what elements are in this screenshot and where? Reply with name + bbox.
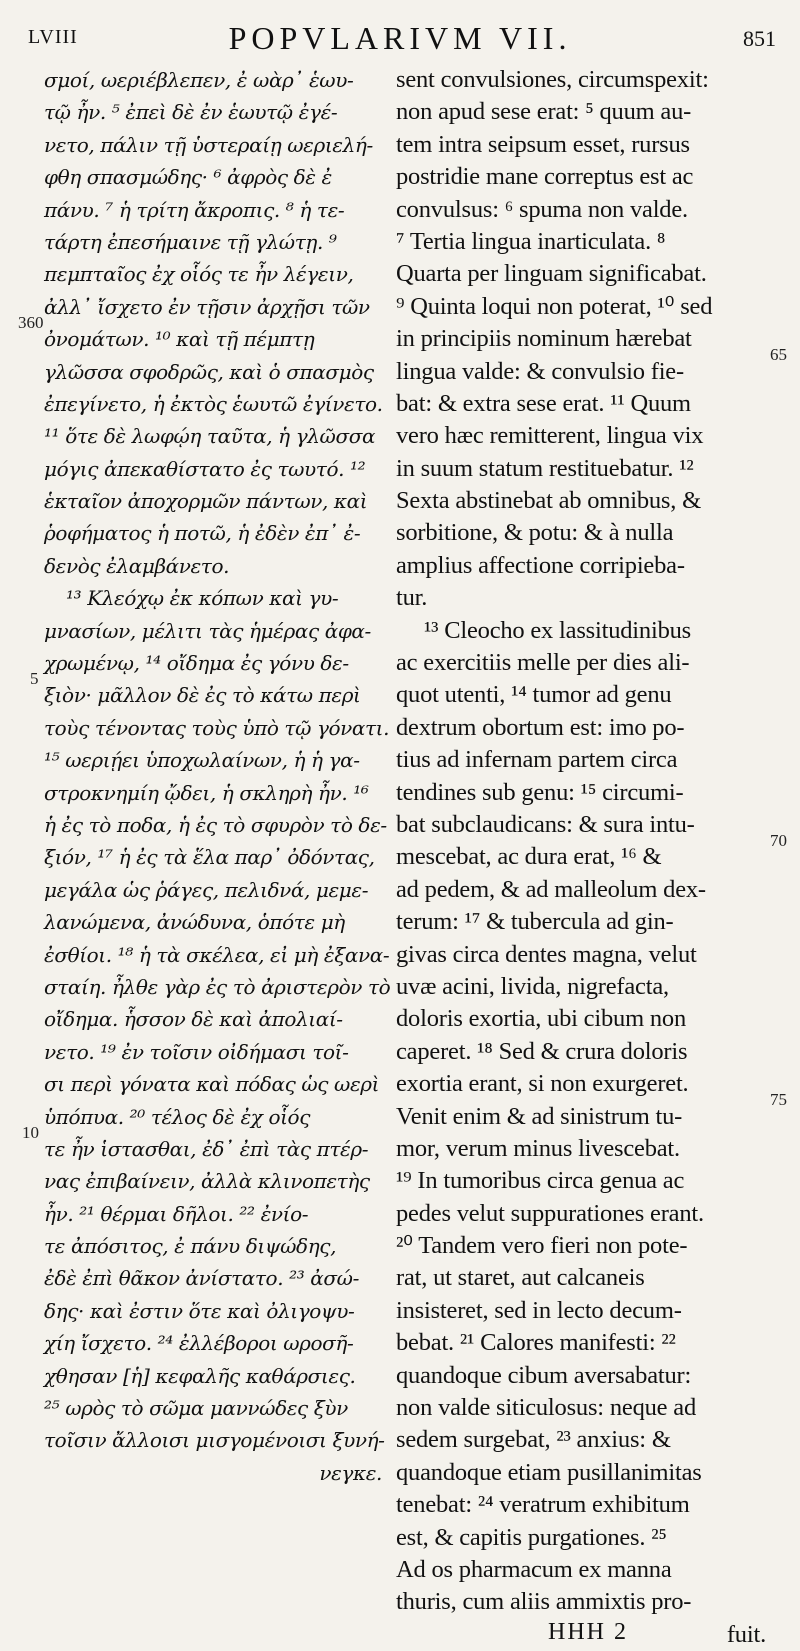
greek-text-line: χθησαν [ἡ] κεφαλῆς καθάρσιες. — [44, 1363, 356, 1388]
latin-text-line: bebat. ²¹ Calores manifesti: ²² — [396, 1329, 676, 1357]
latin-text-line: quandoque etiam pusillanimitas — [396, 1458, 702, 1486]
latin-text-line: in principiis nominum hærebat — [396, 325, 692, 353]
latin-text-line: ad pedem, & ad malleolum dex- — [396, 875, 706, 903]
greek-text-line: ²⁵ ωρὸς τὸ σῶμα μαννώδες ξὺν — [44, 1396, 348, 1421]
greek-text-column — [44, 64, 392, 1489]
header-left-page-label: LVIII — [28, 26, 78, 48]
latin-text-line: dextrum obortum est: imo po- — [396, 713, 685, 741]
latin-text-line: Venit enim & ad sinistrum tu- — [396, 1102, 683, 1130]
greek-text-line: ἀλλ᾽ ἴσχετο ἐν τῇσιν ἀρχῇσι τῶν — [44, 294, 370, 319]
greek-text-line: χίη ἴσχετο. ²⁴ ἐλλέβοροι ωροσῆ- — [44, 1331, 354, 1356]
greek-text-line: ὑπόπυα. ²⁰ τέλος δὲ ἐχ οἷός — [44, 1104, 310, 1129]
greek-text-line: νετο. ¹⁹ ἐν τοῖσιν οἰδήμασι τοῖ- — [44, 1039, 349, 1064]
greek-text-line: μνασίων, μέλιτι τὰς ἡμέρας ἀφα- — [44, 618, 371, 643]
latin-text-line: terum: ¹⁷ & tubercula ad gin- — [396, 908, 674, 936]
greek-text-line: ἐπεγίνετο, ἡ ἐκτὸς ἑωυτῶ ἐγίνετο. — [44, 391, 383, 416]
margin-line-number: 70 — [770, 831, 787, 850]
latin-text-line: tenebat: ²⁴ veratrum exhibitum — [396, 1491, 690, 1519]
latin-text-line: rat, ut staret, aut calcaneis — [396, 1264, 645, 1292]
greek-text-line: δενὸς ἐλαμβάνετο. — [44, 553, 230, 578]
latin-text-line: Ad os pharmacum ex manna — [396, 1555, 672, 1583]
latin-text-line: uvæ acini, livida, nigrefacta, — [396, 972, 669, 1000]
greek-text-line: ἡ ἐς τὸ ποδα, ἡ ἐς τὸ σφυρὸν τὸ δε- — [44, 812, 387, 837]
latin-text-line: sent convulsiones, circumspexit: — [396, 66, 709, 93]
latin-text-line: quandoque cibum aversabatur: — [396, 1361, 692, 1389]
greek-text-line: μεγάλα ὡς ῥάγες, πελιδνά, μεμε- — [44, 877, 369, 902]
greek-text-line: χρωμένῳ, ¹⁴ οἴδημα ἐς γόνυ δε- — [44, 651, 349, 676]
greek-text-line: πάνυ. ⁷ ἡ τρίτη ἄκροπις. ⁸ ἡ τε- — [44, 197, 345, 222]
header-title: POPVLARIVM VII. — [228, 20, 572, 56]
latin-text-line: ¹³ Cleocho ex lassitudinibus — [424, 616, 691, 644]
greek-text-line: τῷ ἦν. ⁵ ἐπεὶ δὲ ἐν ἑωυτῷ ἐγέ- — [44, 100, 338, 125]
greek-text-line: λανώμενα, ἀνώδυνα, ὁπότε μὴ — [44, 910, 345, 935]
latin-text-line: amplius affectione corripieba- — [396, 551, 685, 579]
greek-text-line: ἐδὲ ἐπὶ θᾶκον ἀνίστατο. ²³ ἀσώ- — [44, 1266, 359, 1291]
greek-text-line: τε ἀπόσιτος, ἐ πάνυ διψώδης, — [44, 1234, 337, 1259]
greek-text-line: νετο, πάλιν τῇ ὑστεραίῃ ωεριελή- — [44, 132, 373, 157]
latin-text-line: vero hæc remitterent, lingua vix — [396, 422, 704, 450]
latin-text-line: mescebat, ac dura erat, ¹⁶ & — [396, 843, 662, 871]
latin-text-line: caperet. ¹⁸ Sed & crura doloris — [396, 1037, 688, 1065]
running-header — [0, 18, 800, 64]
latin-text-line: convulsus: ⁶ spuma non valde. — [396, 195, 688, 223]
greek-text-line: ξιόν, ¹⁷ ἡ ἐς τὰ ἕλα παρ᾽ ὀδόντας, — [44, 845, 375, 870]
greek-text-line: νας ἐπιβαίνειν, ἀλλὰ κλινοπετὴς — [44, 1169, 370, 1194]
greek-text-line: δης· καὶ ἐστιν ὅτε καὶ ὀλιγοψυ- — [44, 1298, 355, 1323]
greek-text-line: σταίη. ἦλθε γὰρ ἐς τὸ ἀριστερὸν τὸ — [44, 974, 391, 999]
latin-text-column — [396, 64, 768, 1651]
greek-text-line: σι περὶ γόνατα καὶ πόδας ὡς ωερὶ — [44, 1072, 380, 1097]
latin-text-line: quot utenti, ¹⁴ tumor ad genu — [396, 681, 672, 709]
greek-text-line: ¹⁵ ωεριῄει ὑποχωλαίνων, ἡ ἡ γα- — [44, 748, 360, 773]
latin-text-line: bat: & extra sese erat. ¹¹ Quum — [396, 389, 691, 417]
latin-text-line: tendines sub genu: ¹⁵ circumi- — [396, 778, 684, 806]
greek-text-line: τοῖσιν ἄλλοισι μισγομένοισι ξυνή- — [44, 1428, 385, 1453]
latin-text-line: tius ad infernam partem circa — [396, 746, 678, 774]
margin-line-number: 360 — [18, 313, 44, 332]
latin-text-line: non valde siticulosus: neque ad — [396, 1394, 696, 1422]
greek-text-line: φθη σπασμώδης· ⁶ ἀφρὸς δὲ ἐ — [44, 165, 332, 190]
latin-text-line: ⁷ Tertia lingua inarticulata. ⁸ — [396, 227, 666, 255]
latin-text-line: Quarta per linguam significabat. — [396, 260, 707, 288]
latin-text-line: tem intra seipsum esset, rursus — [396, 130, 690, 158]
greek-text-line: τοὺς τένοντας τοὺς ὑπὸ τῷ γόνατι. — [44, 715, 390, 740]
latin-text-line: pedes velut suppurationes erant. — [396, 1199, 704, 1227]
latin-text-line: ²⁰ Tandem vero fieri non pote- — [396, 1232, 688, 1260]
latin-text-line: exortia erant, si non exurgeret. — [396, 1070, 689, 1098]
greek-text-line: τε ἦν ἱστασθαι, ἐδ᾽ ἐπὶ τὰς πτέρ- — [44, 1136, 369, 1161]
greek-text-line: ῥοφήματος ἡ ποτῶ, ἡ ἐδὲν ἐπ᾽ ἐ- — [44, 521, 361, 546]
greek-text-line: ἦν. ²¹ θέρμαι δῆλοι. ²² ἐνίο- — [44, 1201, 309, 1226]
latin-text-line: postridie mane correptus est ac — [396, 163, 694, 191]
latin-text-line: doloris exortia, ubi cibum non — [396, 1005, 686, 1033]
greek-text-line: πεμπταῖος ἐχ οἷός τε ἦν λέγειν, — [44, 262, 354, 287]
latin-text-line: insisteret, sed in lecto decum- — [396, 1296, 682, 1324]
greek-text-line: μόγις ἀπεκαθίστατο ἐς τωυτό. ¹² — [44, 456, 366, 481]
margin-line-number: 10 — [22, 1123, 39, 1142]
margin-line-number: 75 — [770, 1090, 787, 1109]
signature-mark: HHH 2 — [548, 1619, 628, 1646]
latin-text-line: bat subclaudicans: & sura intu- — [396, 810, 695, 838]
latin-text-line: ac exercitiis melle per dies ali- — [396, 649, 690, 677]
latin-text-line: tur. — [396, 584, 428, 612]
latin-text-line: ⁹ Quinta loqui non poterat, ¹⁰ sed — [396, 292, 713, 320]
greek-text-line: ὀνομάτων. ¹⁰ καὶ τῇ πέμπτῃ — [44, 327, 315, 352]
latin-text-line: Sexta abstinebat ab omnibus, & — [396, 487, 701, 515]
greek-text-line: ¹¹ ὅτε δὲ λωφῴη ταῦτα, ἡ γλῶσσα — [44, 424, 376, 449]
greek-text-line: τάρτη ἐπεσήμαινε τῇ γλώτῃ. ⁹ — [44, 229, 337, 254]
latin-text-line: sorbitione, & potu: & à nulla — [396, 519, 674, 547]
margin-line-number: 5 — [30, 669, 39, 688]
latin-text-line: est, & capitis purgationes. ²⁵ — [396, 1523, 667, 1551]
greek-text-line: νεγκε. — [319, 1460, 382, 1485]
greek-text-line: στροκνημίη ᾤδει, ἡ σκληρὴ ἦν. ¹⁶ — [44, 780, 369, 805]
header-page-number: 851 — [743, 26, 776, 51]
margin-line-number: 65 — [770, 345, 787, 364]
greek-text-line: ξιὸν· μᾶλλον δὲ ἐς τὸ κάτω περὶ — [44, 683, 361, 708]
greek-text-line: οἴδημα. ἧσσον δὲ καὶ ἀπολιαί- — [44, 1007, 343, 1032]
latin-text-line: lingua valde: & convulsio fie- — [396, 357, 684, 385]
latin-text-line: thuris, cum aliis ammixtis pro- — [396, 1588, 692, 1616]
latin-text-line: non apud sese erat: ⁵ quum au- — [396, 98, 692, 126]
greek-text-line: ¹³ Κλεόχῳ ἐκ κόπων καὶ γυ- — [66, 586, 339, 611]
latin-text-line: mor, verum minus livescebat. — [396, 1134, 680, 1162]
greek-text-line: ἐσθίοι. ¹⁸ ἡ τὰ σκέλεα, εἰ μὴ ἐξανα- — [44, 942, 390, 967]
latin-text-line: fuit. — [726, 1620, 766, 1648]
greek-text-line: σμοί, ωεριέβλεπεν, ἐ ωὰρ᾽ ἑωυ- — [44, 68, 354, 92]
latin-text-line: in suum statum restituebatur. ¹² — [396, 454, 694, 482]
greek-text-line: ἑκταῖον ἀποχορμῶν πάντων, καὶ — [44, 489, 368, 514]
latin-text-line: sedem surgebat, ²³ anxius: & — [396, 1426, 671, 1454]
greek-text-line: γλῶσσα σφοδρῶς, καὶ ὁ σπασμὸς — [44, 359, 374, 384]
latin-text-line: givas circa dentes magna, velut — [396, 940, 697, 968]
latin-text-line: ¹⁹ In tumoribus circa genua ac — [396, 1167, 685, 1195]
